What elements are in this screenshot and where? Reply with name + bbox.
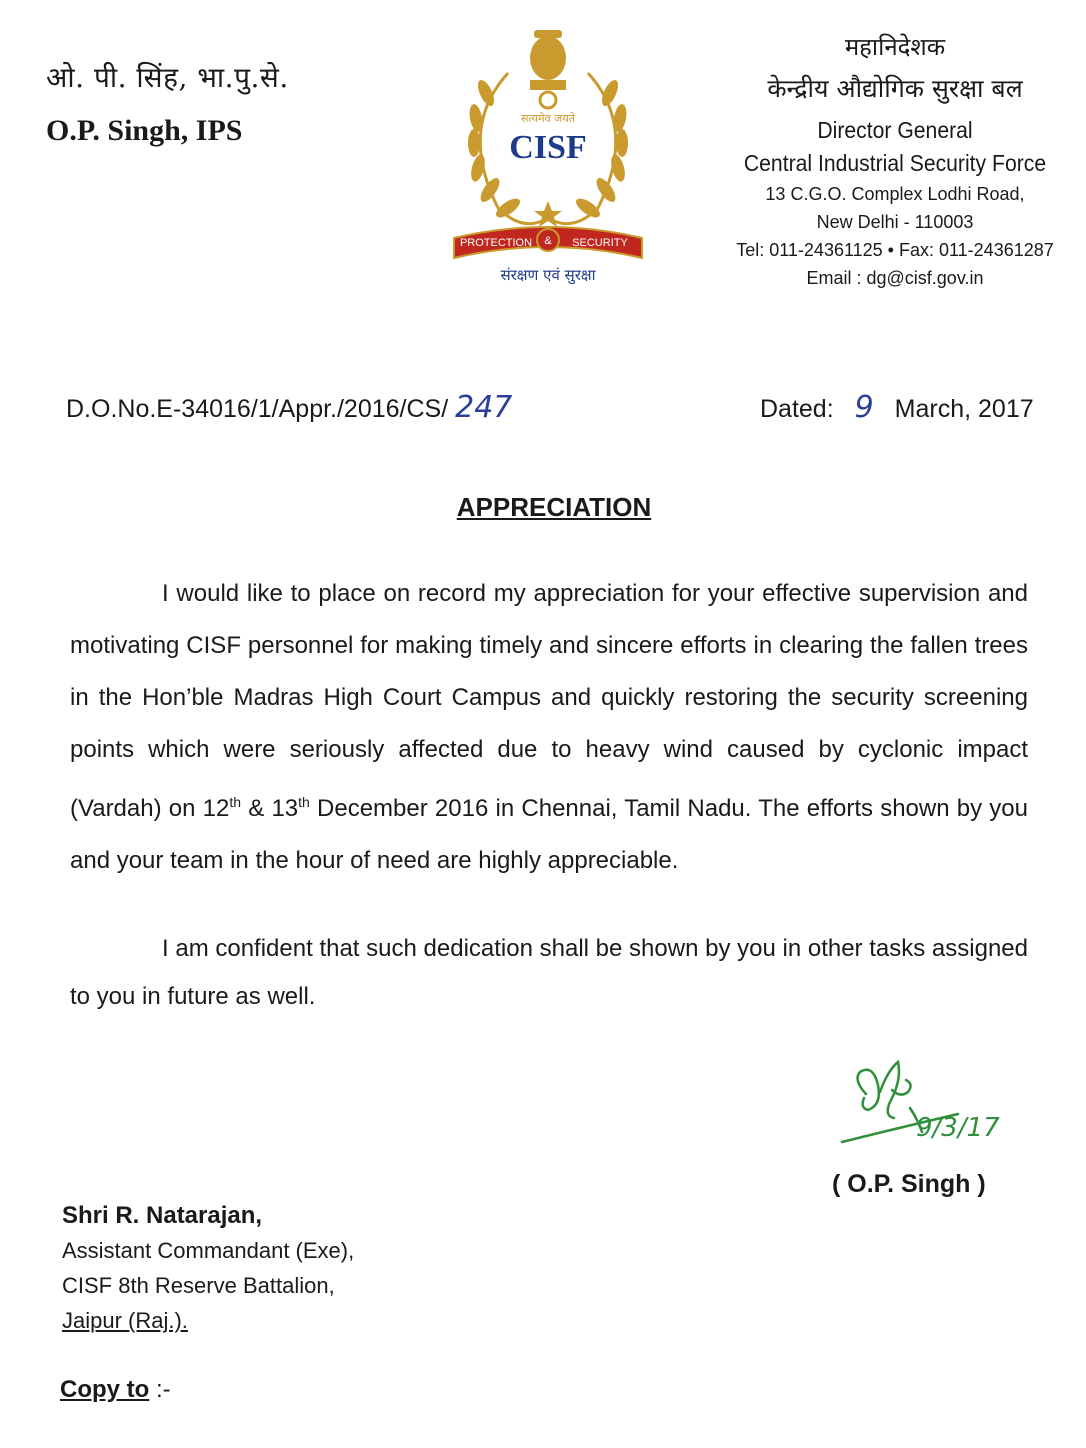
- office-block: [700, 28, 1086, 289]
- sender-name-english: O.P. Singh, IPS: [46, 114, 243, 147]
- body-paragraph-1: [70, 568, 1028, 887]
- sender-name-hindi: ओ. पी. सिंह, भा.पु.से.: [46, 61, 289, 94]
- p1-part-a: I would like to place on record my appreciation for your effective supervision and motivating CISF personnel for making timely and sincere efforts in clearing the fallen trees in the Hon’ble Madras High Court Campus and quickly restoring the security screening points which were seriously affected due to heavy wind caused by cyclonic impact (Vardah) on 12: [70, 580, 1028, 822]
- ribbon-mid: &: [544, 235, 552, 247]
- addressee-block: [62, 1198, 354, 1338]
- addressee-line3: Jaipur (Raj.).: [62, 1308, 188, 1333]
- signature-date: 9/3/17: [916, 1113, 1000, 1143]
- reference-handwritten-number: 247: [455, 390, 513, 425]
- body-paragraph-2: I am confident that such dedication shall be shown by you in other tasks assigned to you in future as well.: [70, 935, 1028, 1010]
- p1-part-b: & 13: [241, 795, 299, 822]
- date-rest: March, 2017: [894, 395, 1034, 423]
- office-phone: Tel: 011-24361125 • Fax: 011-24361287: [736, 240, 1054, 260]
- emblem-icon: [530, 30, 566, 108]
- office-title-english: Director General: [817, 117, 973, 143]
- office-org-english: Central Industrial Security Force: [743, 150, 1047, 176]
- addressee-name: Shri R. Natarajan,: [62, 1202, 263, 1229]
- handwritten-signature: [838, 1050, 1008, 1160]
- letter-date: [760, 390, 1034, 425]
- date-label: Dated:: [760, 395, 834, 423]
- office-org-hindi: केन्द्रीय औद्योगिक सुरक्षा बल: [767, 74, 1023, 103]
- logo-acronym: CISF: [509, 129, 587, 166]
- p1-sup-2: th: [298, 794, 310, 810]
- p1-part-c: December 2016 in Chennai, Tamil Nadu. The efforts shown by you and your team in the hour of need are highly appreciable.: [70, 795, 1029, 874]
- logo-motto-top: सत्यमेव जयते: [520, 112, 576, 125]
- cisf-logo: [448, 18, 648, 288]
- addressee-line1: Assistant Commandant (Exe),: [62, 1238, 355, 1263]
- copy-to-suffix: :-: [149, 1376, 171, 1403]
- office-email: Email : dg@cisf.gov.in: [806, 268, 984, 288]
- signer-name: ( O.P. Singh ): [832, 1170, 986, 1198]
- date-handwritten-day: 9: [854, 390, 874, 425]
- addressee-line2: CISF 8th Reserve Battalion,: [62, 1273, 335, 1298]
- ribbon-left: PROTECTION: [459, 237, 533, 249]
- p1-sup-1: th: [229, 794, 242, 810]
- logo-motto-bottom: संरक्षण एवं सुरक्षा: [500, 266, 596, 284]
- reference-prefix: D.O.No.E-34016/1/Appr./2016/CS/: [66, 395, 449, 423]
- letter-heading: APPRECIATION: [456, 492, 652, 522]
- ribbon-right: SECURITY: [572, 237, 628, 249]
- copy-to-label: Copy to: [60, 1376, 150, 1403]
- copy-to: [60, 1376, 171, 1404]
- office-address-line2: New Delhi - 110003: [816, 212, 974, 232]
- office-title-hindi: महानिदेशक: [844, 33, 946, 61]
- office-address-line1: 13 C.G.O. Complex Lodhi Road,: [765, 184, 1025, 204]
- reference-number: [66, 390, 512, 425]
